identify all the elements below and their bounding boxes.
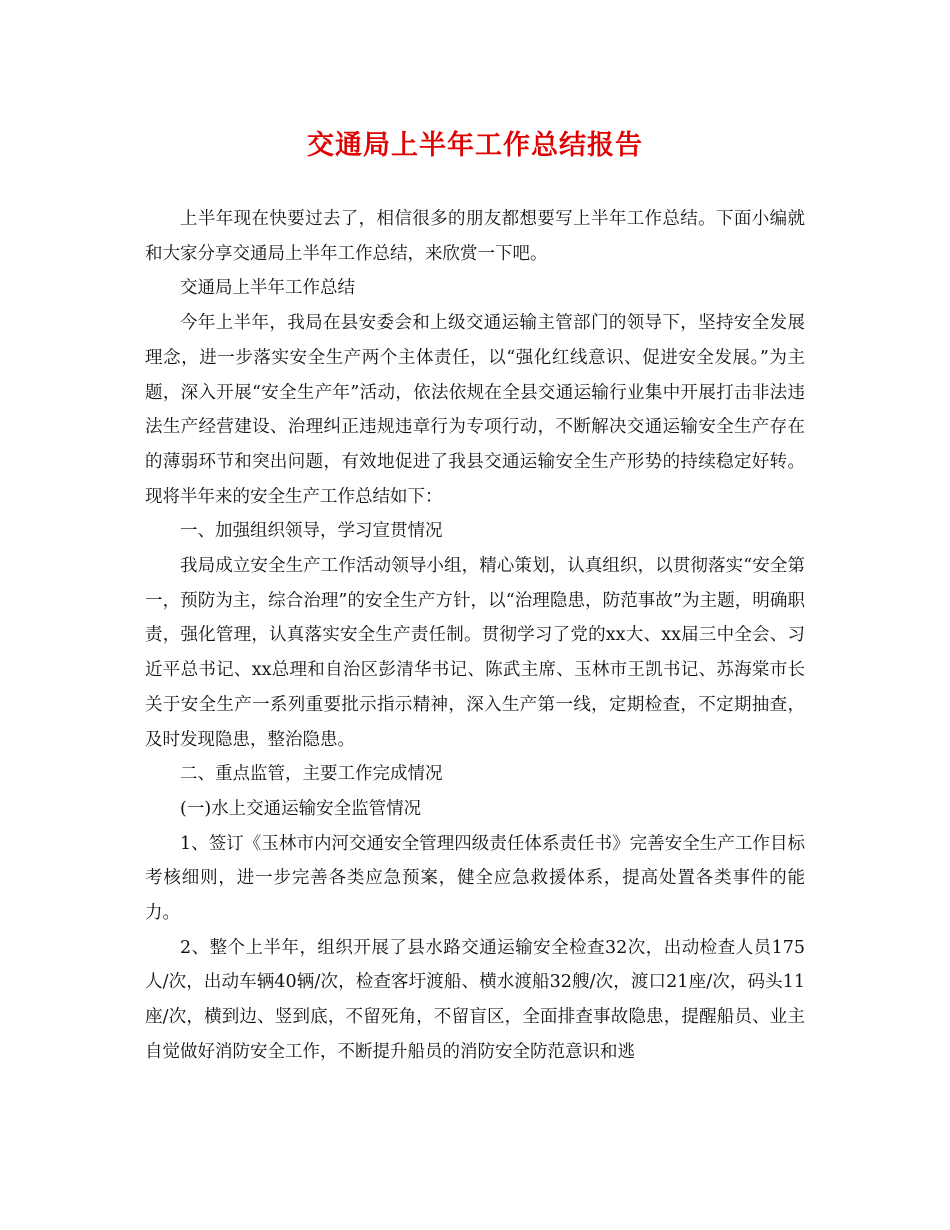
paragraph-item-2: 2、整个上半年，组织开展了县水路交通运输安全检查32次，出动检查人员175人/次，出动车辆40辆/次，检查客圩渡船、横水渡船32艘/次，渡口21座/次，码头11座/次，横到边、竖到底，不留死角，不留盲区，全面排查事故隐患，提醒船员、业主自觉做好消防安全工作，不断提升船员的消防安全防范意识和逃 — [145, 937, 805, 1062]
paragraph-leadership: 我局成立安全生产工作活动领导小组，精心策划，认真组织，以贯彻落实“安全第一，预防为主，综合治理”的安全生产方针，以“治理隐患，防范事故”为主题，明确职责，强化管理，认真落实安全生产责任制。贯彻学习了党的xx大、xx届三中全会、习近平总书记、xx总理和自治区彭清华书记、陈武主席、玉林市王凯书记、苏海棠市长关于安全生产一系列重要批示指示精神，深入生产第一线，定期检查，不定期抽查，及时发现隐患，整治隐患。 — [145, 556, 805, 750]
paragraph-intro: 上半年现在快要过去了，相信很多的朋友都想要写上半年工作总结。下面小编就和大家分享交通局上半年工作总结，来欣赏一下吧。 — [145, 209, 805, 264]
document-body — [145, 202, 805, 1070]
section-heading-1: 一、加强组织领导，学习宣贯情况 — [180, 521, 443, 542]
paragraph-subtitle: 交通局上半年工作总结 — [180, 278, 355, 299]
subsection-heading-1: (一)水上交通运输安全监管情况 — [180, 798, 422, 819]
document-title: 交通局上半年工作总结报告 — [307, 130, 643, 161]
paragraph-item-1: 1、签订《玉林市内河交通安全管理四级责任体系责任书》完善安全生产工作目标考核细则，进一步完善各类应急预案，健全应急救援体系，提高处置各类事件的能力。 — [145, 833, 805, 924]
paragraph-overview: 今年上半年，我局在县安委会和上级交通运输主管部门的领导下，坚持安全发展理念，进一步落实安全生产两个主体责任，以“强化红线意识、促进安全发展。”为主题，深入开展“安全生产年”活动，依法依规在全县交通运输行业集中开展打击非法违法生产经营建设、治理纠正违规违章行为专项行动，不断解决交通运输安全生产存在的薄弱环节和突出问题，有效地促进了我县交通运输安全生产形势的持续稳定好转。现将半年来的安全生产工作总结如下： — [145, 313, 805, 507]
section-heading-2: 二、重点监管，主要工作完成情况 — [180, 764, 443, 785]
